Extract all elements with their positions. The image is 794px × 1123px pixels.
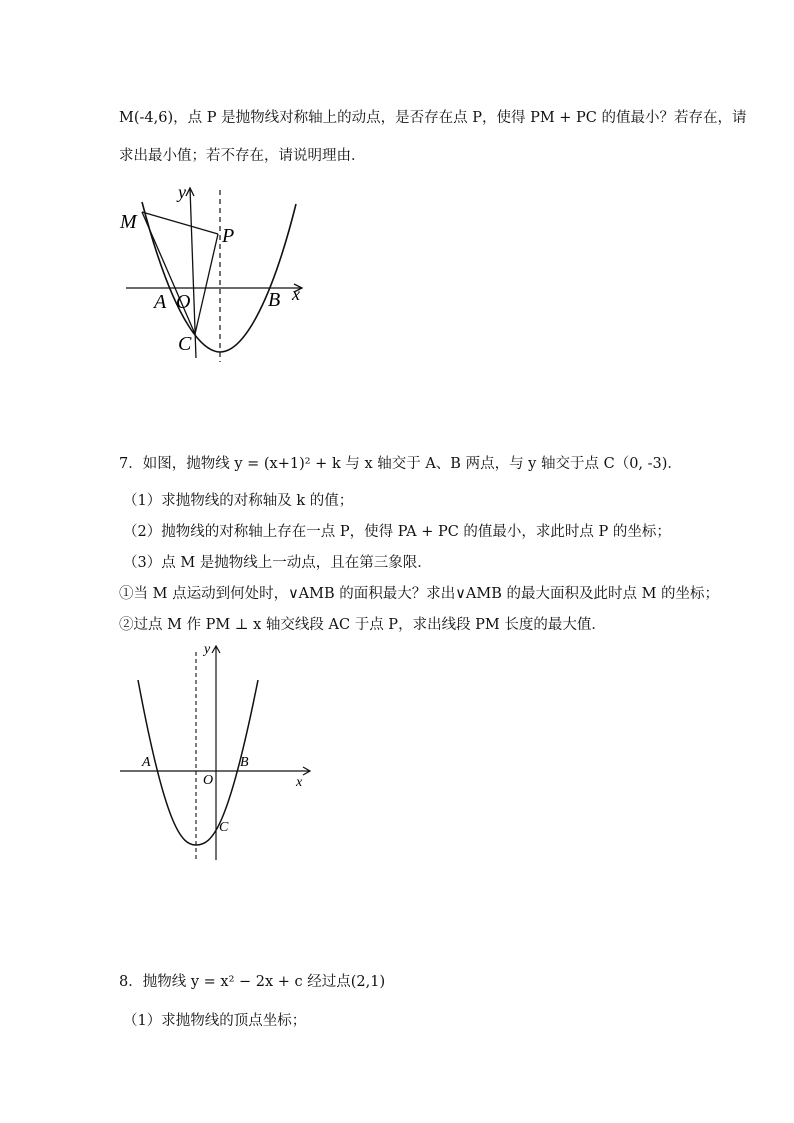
problem6-line2: 求出最小值；若不存在，请说明理由．: [119, 148, 366, 164]
problem7-q2: （2）抛物线的对称轴上存在一点 P，使得 PA + PC 的值最小，求此时点 P 的坐标；: [123, 524, 671, 540]
p6-parabola: [142, 202, 296, 352]
p7-label-B: B: [240, 755, 249, 770]
p7-label-O: O: [203, 773, 214, 788]
problem7-q3b: ②过点 M 作 PM ⊥ x 轴交线段 AC 于点 P，求出线段 PM 长度的最大值．: [119, 617, 606, 633]
p6-label-C: C: [178, 333, 192, 355]
p6-label-M: M: [120, 211, 137, 233]
p6-segment-PC: [195, 234, 218, 334]
p6-label-A: A: [154, 291, 167, 313]
problem6-figure: [116, 182, 316, 362]
problem6-line1: M(-4,6)，点 P 是抛物线对称轴上的动点，是否存在点 P，使得 PM + PC 的值最小？若存在，请: [119, 110, 747, 126]
p7-label-y: y: [204, 642, 211, 657]
problem8-q1: （1）求抛物线的顶点坐标；: [123, 1013, 307, 1029]
problem7-stem: 7．如图，抛物线 y = (x+1)² + k 与 x 轴交于 A、B 两点，与 y 轴交于点 C（0, -3)．: [119, 456, 682, 472]
p6-segment-MP: [142, 212, 218, 234]
p7-label-A: A: [142, 755, 151, 770]
problem7-q3: （3）点 M 是抛物线上一动点，且在第三象限．: [123, 555, 432, 571]
p6-segment-MC: [142, 212, 195, 334]
p6-label-y: y: [178, 182, 186, 202]
p6-label-x: x: [292, 284, 300, 304]
p7-label-C: C: [219, 820, 229, 835]
problem7-figure: [116, 640, 316, 865]
problem7-q3a: ①当 M 点运动到何处时，∨AMB 的面积最大？求出∨AMB 的最大面积及此时点 M 的坐标；: [119, 586, 720, 602]
p6-label-P: P: [222, 225, 235, 247]
problem8-stem: 8．抛物线 y = x² − 2x + c 经过点(2,1): [119, 974, 386, 990]
p6-label-B: B: [268, 289, 281, 311]
problem7-q1: （1）求抛物线的对称轴及 k 的值；: [123, 493, 354, 509]
p7-label-x: x: [296, 775, 303, 790]
p6-label-O: O: [176, 291, 191, 313]
